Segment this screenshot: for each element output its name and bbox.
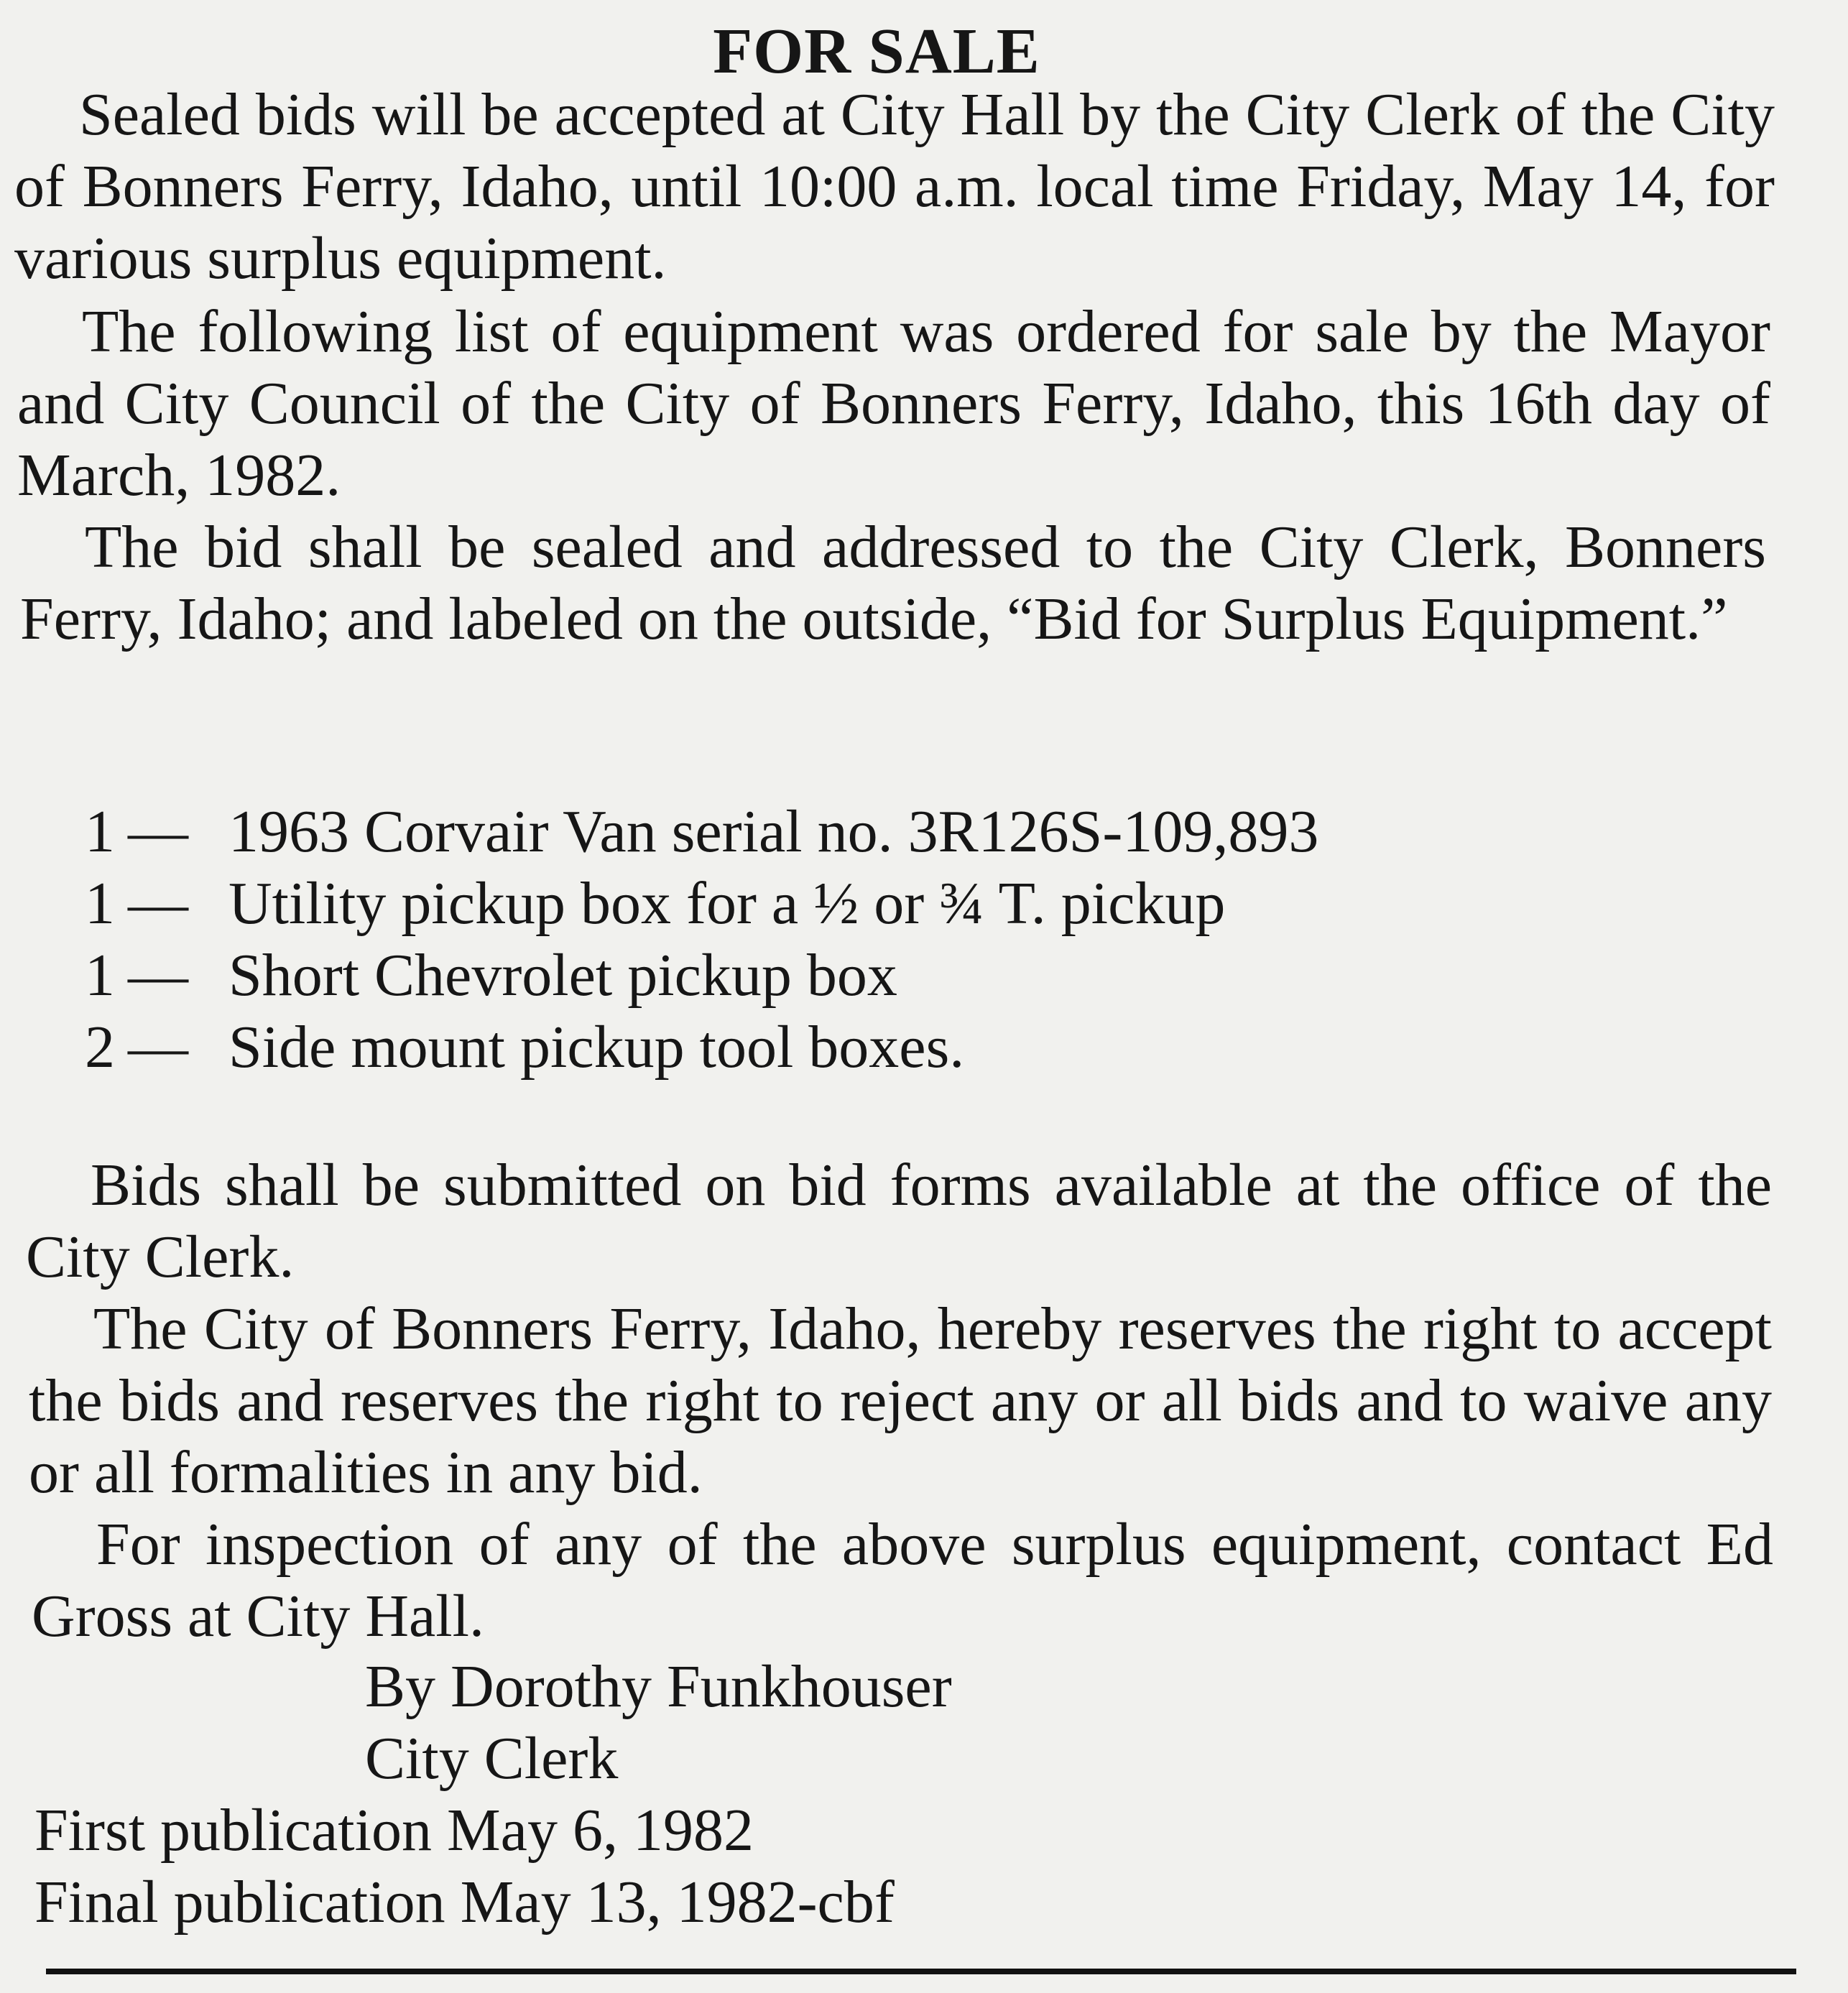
- list-item: [85, 940, 1318, 1012]
- paragraph-text: The City of Bonners Ferry, Idaho, hereby reserves the right to accept the bids and reserves the right to reject any or all bids and to waive any or all formalities in any bid.: [29, 1295, 1772, 1506]
- paragraph-bid-labeling: [20, 512, 1766, 655]
- paragraph-inspection: [32, 1509, 1773, 1652]
- paragraph-bid-forms: [26, 1150, 1772, 1293]
- paragraph-ordered-for-sale: [17, 296, 1770, 512]
- item-description: Short Chevrolet pickup box: [228, 942, 897, 1009]
- item-description: Side mount pickup tool boxes.: [228, 1014, 965, 1081]
- item-quantity: 1: [85, 942, 115, 1009]
- item-dash: —: [128, 870, 188, 937]
- notice-heading: FOR SALE: [713, 16, 1040, 87]
- equipment-list: [85, 796, 1318, 1083]
- paragraph-reserves-right: [29, 1293, 1772, 1509]
- list-item: [85, 1012, 1318, 1083]
- item-description: Utility pickup box for a ½ or ¾ T. pickup: [228, 870, 1226, 937]
- item-dash: —: [128, 798, 188, 865]
- paragraph-sealed-bids: [14, 79, 1775, 295]
- paragraph-text: The bid shall be sealed and addressed to the City Clerk, Bonners Ferry, Idaho; and labeled on the outside, “Bid for Surplus Equipment.”: [20, 514, 1766, 652]
- item-description: 1963 Corvair Van serial no. 3R126S-109,893: [228, 798, 1319, 865]
- paragraph-text: Bids shall be submitted on bid forms available at the office of the City Clerk.: [26, 1152, 1772, 1290]
- item-quantity: 2: [85, 1014, 115, 1081]
- final-publication: Final publication May 13, 1982-cbf: [34, 1869, 895, 1936]
- paragraph-text: The following list of equipment was ordered for sale by the Mayor and City Council of the City of Bonners Ferry, Idaho, this 16th day of March, 1982.: [17, 298, 1770, 509]
- item-dash: —: [128, 1014, 188, 1081]
- item-quantity: 1: [85, 870, 115, 937]
- list-item: [85, 868, 1318, 940]
- signature-name: By Dorothy Funkhouser: [365, 1653, 952, 1720]
- paragraph-text: Sealed bids will be accepted at City Hall by the City Clerk of the City of Bonners Ferry, Idaho, until 10:00 a.m. local time Friday, May 14, for various surplus equipment.: [14, 81, 1775, 292]
- list-item: [85, 796, 1318, 868]
- first-publication: First publication May 6, 1982: [34, 1797, 754, 1864]
- paragraph-text: For inspection of any of the above surplus equipment, contact Ed Gross at City Hall.: [32, 1511, 1773, 1650]
- item-dash: —: [128, 942, 188, 1009]
- bottom-rule: [46, 1969, 1796, 1974]
- signature-title: City Clerk: [365, 1725, 619, 1792]
- item-quantity: 1: [85, 798, 115, 865]
